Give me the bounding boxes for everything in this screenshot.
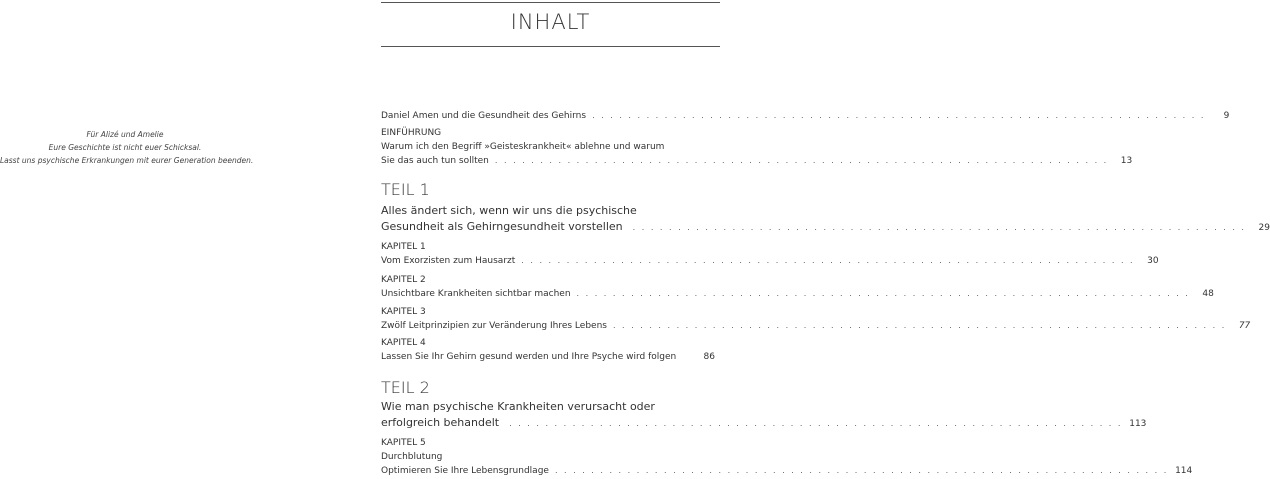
page-number: 30	[1147, 256, 1159, 266]
dot-leader: . . . . . . . . . . . . . . . . . . . . . . . . . . . . . . . . . . . . . . . . . . . . . . . . . . . . . . . . . . . . . . . . . . . .	[509, 419, 1123, 428]
toc-entry-chapter-3[interactable]	[381, 305, 1251, 333]
dedication	[0, 128, 254, 167]
part-title: Gesundheit als Gehirngesundheit vorstellen	[381, 220, 623, 233]
toc-entry-preface[interactable]	[381, 109, 1230, 123]
toc-entry-chapter-1[interactable]	[381, 240, 1159, 268]
part-title: Wie man psychische Krankheiten verursacht oder	[381, 400, 655, 413]
dedication-line: Eure Geschichte ist nicht euer Schicksal.	[48, 143, 202, 152]
page-number: 9	[1223, 111, 1230, 121]
entry-title: Durchblutung	[381, 452, 443, 462]
page-number: 77	[1238, 321, 1251, 331]
entry-title: Sie das auch tun sollten	[381, 156, 489, 166]
title-rule	[381, 46, 720, 47]
page-number: 29	[1258, 223, 1270, 233]
toc-entry-chapter-4[interactable]	[381, 336, 715, 364]
entry-label: KAPITEL 2	[381, 275, 426, 285]
page-number: 48	[1202, 289, 1214, 299]
toc-entry-chapter-5[interactable]	[381, 436, 1193, 478]
page-number: 113	[1129, 419, 1147, 429]
page-number: 13	[1120, 156, 1133, 166]
entry-title: Warum ich den Begriff »Geisteskrankheit« ablehne und warum	[381, 142, 665, 152]
dedication-line: Lasst uns psychische Erkrankungen mit eurer Generation beenden.	[0, 156, 254, 165]
page-number: 86	[703, 352, 715, 362]
dot-leader: . . . . . . . . . . . . . . . . . . . . . . . . . . . . . . . . . . . . . . . . . . . . . . . . . . . . . . . . . . . . . . . . . . . .	[554, 466, 1169, 475]
table-of-contents-page	[360, 0, 1270, 479]
entry-title: Unsichtbare Krankheiten sichtbar machen	[381, 289, 571, 299]
toc-entry-chapter-2[interactable]	[381, 273, 1214, 301]
dot-leader: . . . . . . . . . . . . . . . . . . . . . . . . . . . . . . . . . . . . . . . . . . . . . . . . . . . . . . . . . . . . . . . . . . . .	[632, 223, 1246, 232]
dot-leader: . . . . . . . . . . . . . . . . . . . . . . . . . . . . . . . . . . . . . . . . . . . . . . . . . . . . . . . . . . . . . . . . . . . .	[612, 321, 1227, 330]
toc-entry-introduction[interactable]	[381, 126, 1133, 168]
toc-entry-part-1[interactable]	[381, 203, 1270, 236]
left-page	[0, 0, 360, 479]
dot-leader: . . . . . . . . . . . . . . . . . . . . . . . . . . . . . . . . . . . . . . . . . . . . . . . . . . . . . . . . . . . . . . . . . . . .	[592, 111, 1206, 120]
part-title: Alles ändert sich, wenn wir uns die psychische	[381, 204, 637, 217]
part-heading: TEIL 2	[381, 378, 430, 397]
entry-label: KAPITEL 1	[381, 242, 426, 252]
dedication-line: Für Alizé und Amelie	[86, 130, 164, 139]
entry-label: EINFÜHRUNG	[381, 128, 442, 138]
entry-title: Vom Exorzisten zum Hausarzt	[381, 256, 516, 266]
entry-label: KAPITEL 5	[381, 438, 426, 448]
part-heading: TEIL 1	[381, 180, 430, 199]
dot-leader: . . . . . . . . . . . . . . . . . . . . . . . . . . . . . . . . . . . . . . . . . . . . . . . . . . . . . . . . . . . . . . . . . . . .	[576, 289, 1190, 298]
dot-leader: . . . . . . . . . . . . . . . . . . . . . . . . . . . . . . . . . . . . . . . . . . . . . . . . . . . . . . . . . . . . . . . . . . . .	[494, 156, 1109, 165]
entry-subtitle: Optimieren Sie Ihre Lebensgrundlage	[381, 466, 549, 476]
entry-label: KAPITEL 4	[381, 338, 426, 348]
toc-entry-part-2[interactable]	[381, 399, 1147, 432]
dot-leader: . . . . . . . . . . . . . . . . . . . . . . . . . . . . . . . . . . . . . . . . . . . . . . . . . . . . . . . . . . . . . . . . . . . .	[521, 256, 1135, 265]
entry-label: KAPITEL 3	[381, 307, 426, 317]
entry-title: Zwölf Leitprinzipien zur Veränderung Ihres Lebens	[381, 321, 607, 331]
page-number: 114	[1175, 466, 1193, 476]
toc-title: INHALT	[510, 10, 591, 34]
part-title: erfolgreich behandelt	[381, 416, 500, 429]
top-rule	[381, 2, 720, 3]
entry-title: Lassen Sie Ihr Gehirn gesund werden und Ihre Psyche wird folgen	[381, 352, 677, 362]
entry-title: Daniel Amen und die Gesundheit des Gehirns	[381, 111, 587, 121]
